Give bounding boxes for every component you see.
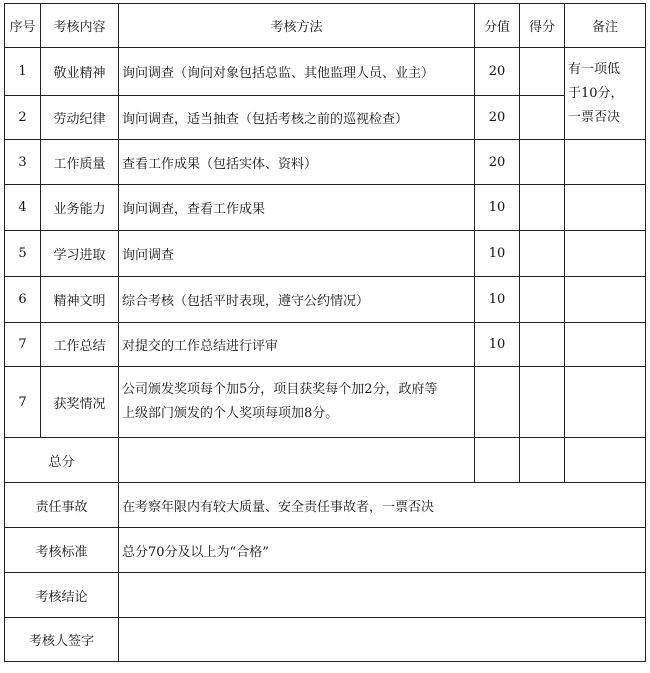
remark-merged-cell (565, 48, 646, 140)
liability-row (5, 483, 646, 528)
remark-line-3: 一票否决 (568, 109, 621, 125)
table-row (5, 140, 646, 185)
row-method-line-2: 上级部门颁发的个人奖项每项加8分。 (122, 406, 339, 421)
conclusion-value[interactable] (119, 573, 646, 618)
row-score[interactable] (520, 231, 565, 277)
row-method: 询问调查 (119, 231, 475, 277)
total-remark-blank (565, 438, 646, 483)
row-method: 询问调查（询问对象包括总监、其他监理人员、业主） (119, 48, 475, 96)
row-content: 劳动纪律 (41, 96, 119, 140)
total-label: 总分 (5, 438, 119, 483)
remark-line-2: 于10分， (568, 85, 624, 101)
conclusion-row (5, 573, 646, 618)
row-content: 获奖情况 (41, 367, 119, 438)
row-method: 查看工作成果（包括实体、资料） (119, 140, 475, 185)
row-score[interactable] (520, 367, 565, 438)
row-content: 工作质量 (41, 140, 119, 185)
row-remark (565, 323, 646, 367)
table-row (5, 323, 646, 367)
row-seq: 2 (5, 96, 41, 140)
table-row (5, 96, 646, 140)
row-score[interactable] (520, 185, 565, 231)
total-points-blank (475, 438, 520, 483)
row-score[interactable] (520, 277, 565, 323)
table-row (5, 277, 646, 323)
standard-value: 总分70分及以上为“合格” (119, 528, 646, 573)
row-points: 10 (475, 323, 520, 367)
row-method: 询问调查，适当抽查（包括考核之前的巡视检查） (119, 96, 475, 140)
header-score: 得分 (520, 4, 565, 48)
liability-value: 在考察年限内有较大质量、安全责任事故者，一票否决 (119, 483, 646, 528)
row-seq: 5 (5, 231, 41, 277)
table-row (5, 185, 646, 231)
row-content: 敬业精神 (41, 48, 119, 96)
liability-label: 责任事故 (5, 483, 119, 528)
row-remark (565, 231, 646, 277)
standard-row (5, 528, 646, 573)
total-score[interactable] (520, 438, 565, 483)
header-row (5, 4, 646, 48)
row-method: 对提交的工作总结进行评审 (119, 323, 475, 367)
table-row (5, 48, 646, 96)
row-remark (565, 140, 646, 185)
row-seq: 7 (5, 323, 41, 367)
remark-line-1: 有一项低 (568, 61, 621, 77)
row-points: 20 (475, 96, 520, 140)
row-points: 10 (475, 277, 520, 323)
row-seq: 1 (5, 48, 41, 96)
header-content: 考核内容 (41, 4, 119, 48)
row-method: 综合考核（包括平时表现，遵守公约情况） (119, 277, 475, 323)
assessment-table (4, 3, 646, 662)
header-seq: 序号 (5, 4, 41, 48)
row-content: 业务能力 (41, 185, 119, 231)
row-points: 20 (475, 48, 520, 96)
row-content: 精神文明 (41, 277, 119, 323)
row-points: 20 (475, 140, 520, 185)
row-remark (565, 185, 646, 231)
signature-row (5, 618, 646, 662)
row-score[interactable] (520, 323, 565, 367)
table-row (5, 367, 646, 438)
header-method: 考核方法 (119, 4, 475, 48)
row-score[interactable] (520, 140, 565, 185)
row-score[interactable] (520, 48, 565, 96)
row-method (119, 367, 475, 438)
row-points: 10 (475, 231, 520, 277)
row-content: 学习进取 (41, 231, 119, 277)
signature-label: 考核人签字 (5, 618, 119, 662)
signature-value[interactable] (119, 618, 646, 662)
row-points (475, 367, 520, 438)
standard-label: 考核标准 (5, 528, 119, 573)
row-seq: 3 (5, 140, 41, 185)
row-score[interactable] (520, 96, 565, 140)
table-row (5, 231, 646, 277)
total-row (5, 438, 646, 483)
row-seq: 6 (5, 277, 41, 323)
row-seq: 7 (5, 367, 41, 438)
header-points: 分值 (475, 4, 520, 48)
row-remark (565, 367, 646, 438)
conclusion-label: 考核结论 (5, 573, 119, 618)
total-method-blank (119, 438, 475, 483)
row-content: 工作总结 (41, 323, 119, 367)
header-remarks: 备注 (565, 4, 646, 48)
row-seq: 4 (5, 185, 41, 231)
row-method-line-1: 公司颁发奖项每个加5分，项目获奖每个加2分，政府等 (122, 382, 438, 397)
row-method: 询问调查，查看工作成果 (119, 185, 475, 231)
row-points: 10 (475, 185, 520, 231)
row-remark (565, 277, 646, 323)
